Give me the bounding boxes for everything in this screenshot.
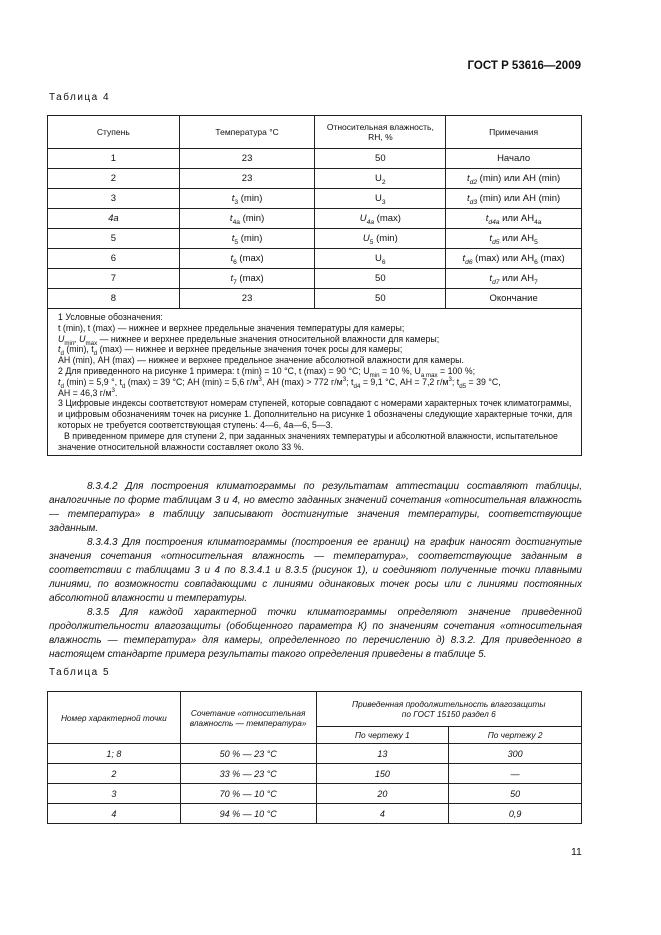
header-combination: Сочетание «относительная влажность — температура» xyxy=(180,692,316,744)
table5-caption: Таблица 5 xyxy=(49,667,111,678)
table-row: 2 33 % — 23 °С 150 — xyxy=(48,764,582,784)
table4-caption: Таблица 4 xyxy=(49,92,111,103)
header-duration: Приведенная продолжительность влагозащиты по ГОСТ 15150 раздел 6 xyxy=(316,692,581,727)
table-row: 1 23 50 Начало xyxy=(48,149,582,169)
page-number: 11 xyxy=(571,846,582,858)
header-notes: Примечания xyxy=(446,116,582,149)
table-row: 4a $t_{4a}$ (min) $U_{4a}$ (max) $t_{d4a}$ или $АН_{4a}$ xyxy=(48,209,582,229)
table4-header-row xyxy=(48,116,582,149)
table-row: 6 $t_6$ (max) $U_6$ $t_{d6}$ (max) или $АН_6$ (max) xyxy=(48,249,582,269)
table-row: 3 $t_3$ (min) $U_3$ $t_{d3}$ (min) или АН (min) xyxy=(48,189,582,209)
table5-header-row xyxy=(48,692,582,727)
table-5 xyxy=(47,691,582,824)
paragraph-8-3-4-3: 8.3.4.3 Для построения климатограммы (построения ее границ) на график наносят достигнутые значения сочетания «относительная влажность — температура», соответствующие заданным в соответствии с таблицами 3 и 4 по 8.3.4.1 и 8.3.5 (рисунок 1), и соединяют полученные точки плавными линиями, по возможности совпадающими с линиями одинаковых точек росы или с линиями постоянных абсолютной влажности и температуры. xyxy=(49,537,582,604)
table4-notes-row xyxy=(48,309,582,456)
table-row: 1; 8 50 % — 23 °С 13 300 xyxy=(48,744,582,764)
table4-notes: 1 Условные обозначения: t (min), t (max) — нижнее и верхнее предельные значения температуры для камеры; $U_{min}$, $U_{max}$ — нижнее и верхнее предельные значения относительной влажности для камеры; $t_d$ (min), $t_d$ (max) — нижнее и верхнее предельные значения точек росы для камеры; АН (min), АН (max) — нижнее и верхнее предельное значение абсолютной влажности для камеры. 2 Для приведенного на рисунке 1 примера: t (min) = 10 °С, t (max) = 90 °С; $U_{min} = 10$ %, $U_{a max} = 100$ %; $t_d$ (min) = 5,9 °, $t_d$ (max) = 39 °С; АН (min) = 5,6 $г/м^3$, АН (max) > 772 $г/м^3$; $t_{d4} = 9,1$ °С, АН = 7,2 $г/м^3$; $t_{d5} = 39$ °С, АН = 46,3 $г/м^3$. 3 Цифровые индексы соответствуют номерам ступеней, которые совпадают с номерами характерных точек климатограммы, и цифровым обозначениям точек на рисунке 1. Дополнительно на рисунке 1 обозначены следующие характерные точки, для которых не требуется соответствующая ступень: 4—6, 4а—6, 5—3. В приведенном примере для ступени 2, при заданных значениях температуры и абсолютной влажности, испытательное значение относительной влажности составляет около 33 %. xyxy=(48,309,582,456)
header-temperature: Температура °С xyxy=(179,116,315,149)
table-row: 5 $t_5$ (min) $U_5$ (min) $t_{d5}$ или $АН_5$ xyxy=(48,229,582,249)
standard-header: ГОСТ Р 53616—2009 xyxy=(467,60,581,72)
table-row: 3 70 % — 10 °С 20 50 xyxy=(48,784,582,804)
table-row: 7 $t_7$ (max) 50 $t_{d7}$ или $АН_7$ xyxy=(48,269,582,289)
table-row: 4 94 % — 10 °С 4 0,9 xyxy=(48,804,582,824)
table-row: 2 23 $U_2$ $t_{d2}$ (min) или АН (min) xyxy=(48,169,582,189)
paragraph-8-3-5: 8.3.5 Для каждой характерной точки климатограммы определяют значение приведенной продолжительности влагозащиты (обобщенного параметра К) по значениям сочетания «относительная влажность — температура» для камеры, определенного по перечислению д) 8.3.2. Для приведенного в настоящем стандарте примера результаты такого определения приведены в таблице 5. xyxy=(49,607,582,660)
header-drawing-1: По чертежу 1 xyxy=(316,727,449,744)
table-4 xyxy=(47,115,582,456)
header-drawing-2: По чертежу 2 xyxy=(449,727,582,744)
table-row: 8 23 50 Окончание xyxy=(48,289,582,309)
header-rh: Относительная влажность, RH, % xyxy=(315,116,446,149)
paragraph-8-3-4-2: 8.3.4.2 Для построения климатограммы по результатам аттестации составляют таблицы, аналогичные по форме таблицам 3 и 4, но вместо заданных значений сочетания «относительная влажность — температура» в таблицу записывают достигнутые значения температуры, соответствующие заданным. xyxy=(49,481,582,534)
header-point: Номер характерной точки xyxy=(48,692,181,744)
header-step: Ступень xyxy=(48,116,180,149)
body-text xyxy=(49,480,582,662)
